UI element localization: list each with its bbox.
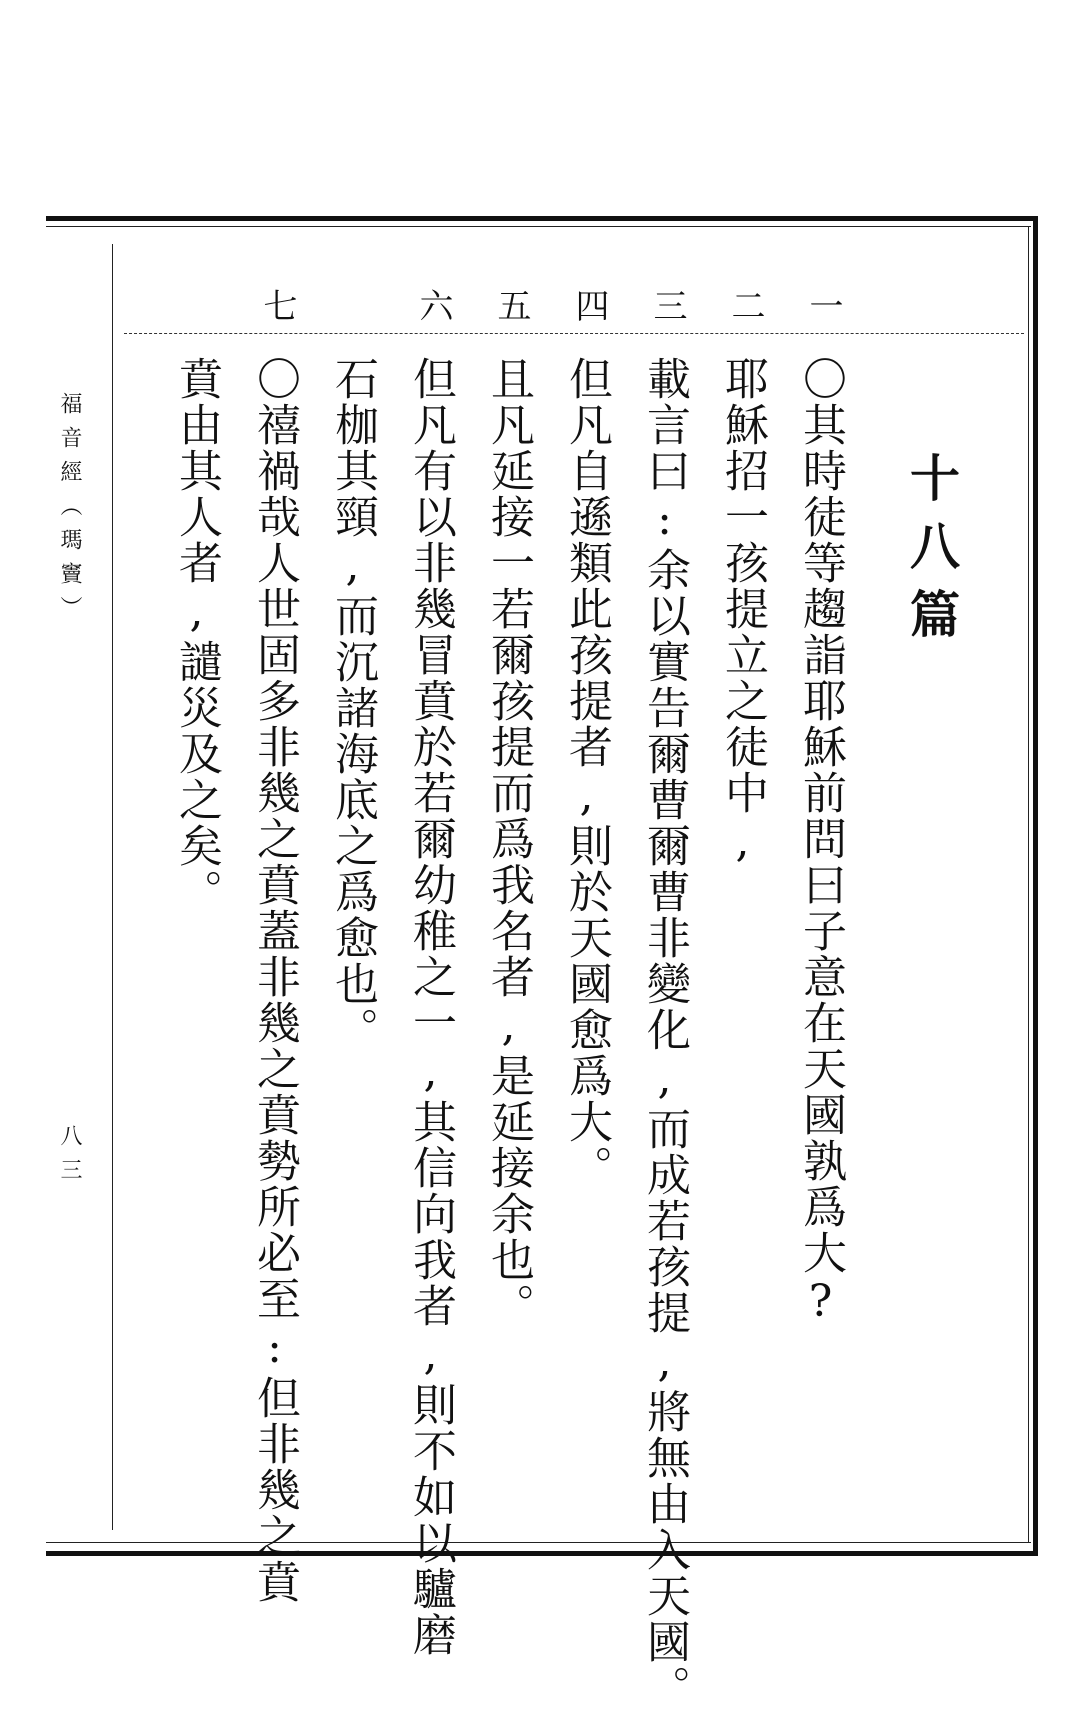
- verse-number: 三: [647, 288, 687, 322]
- verse-number: 一: [803, 288, 843, 322]
- frame-inner-bottom-line: [46, 1542, 1031, 1543]
- frame-inner-top-line: [46, 226, 1031, 227]
- frame-inner-right-line: [1028, 226, 1029, 1543]
- verse-text: 但凡有以非幾冒賁於若爾幼稚之一,其信向我者,則不如以驢磨: [405, 356, 456, 1658]
- verse-text: 〇禧禍哉人世固多非幾之賁蓋非幾之賁勢所必至:但非幾之賁: [249, 356, 300, 1605]
- verse-number: 四: [569, 288, 609, 322]
- verse-number: 二: [725, 288, 765, 322]
- verse-text-continued: 石枷其頸,而沉諸海底之爲愈也。: [327, 356, 378, 1053]
- running-title: 福音經（瑪竇）: [57, 392, 82, 630]
- verse-text: 載言曰:余以實告爾曹爾曹非變化,而成若孩提,將無由入天國。: [639, 356, 690, 1711]
- verse-text-continued: 賁由其人者,譴災及之矣。: [171, 356, 222, 915]
- verse-number: 六: [413, 288, 453, 322]
- verse-text: 耶穌招一孩提立之徒中,: [717, 356, 768, 869]
- page-number: 八三: [57, 1124, 82, 1192]
- margin-divider-line: [112, 244, 113, 1530]
- verse-text: 且凡延接一若爾孩提而爲我名者,是延接余也。: [483, 356, 534, 1329]
- verse-number-rule: [124, 333, 1024, 334]
- verse-text: 但凡自遜類此孩提者,則於天國愈爲大。: [561, 356, 612, 1191]
- verse-number: 五: [491, 288, 531, 322]
- verse-text: 〇其時徒等趨詣耶穌前問曰子意在天國孰爲大?: [795, 356, 846, 1329]
- verse-number: 七: [257, 288, 297, 322]
- chapter-title: 十八篇: [902, 452, 961, 656]
